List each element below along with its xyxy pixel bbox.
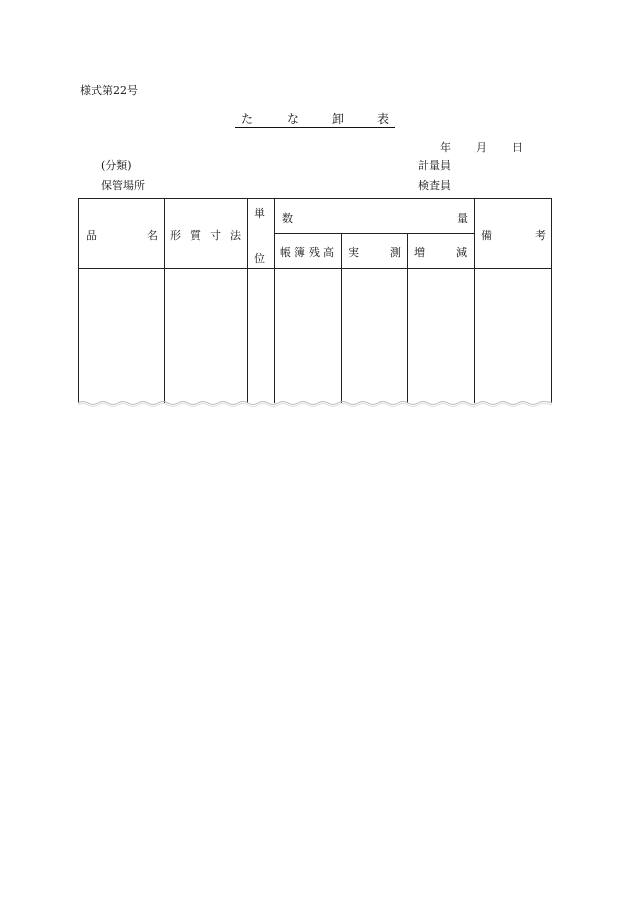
shape-quality-size-header-char: 寸 xyxy=(210,229,221,242)
column-divider xyxy=(274,198,275,403)
book-balance-header-char: 簿 xyxy=(294,246,305,259)
actual-measure-header-char: 実 xyxy=(348,246,359,259)
quantity-subheader-line xyxy=(274,233,474,234)
title-underline xyxy=(235,127,395,128)
quantity-header-char: 量 xyxy=(457,212,468,225)
meter-officer-label: 計量員 xyxy=(418,159,451,172)
table-right-border xyxy=(551,198,552,403)
document-title xyxy=(235,110,395,128)
title-char: た xyxy=(241,112,254,126)
item-name-header-char: 名 xyxy=(147,229,158,242)
title-char: 表 xyxy=(377,112,390,126)
form-number: 様式第22号 xyxy=(80,84,138,97)
date-year: 年 xyxy=(440,141,451,154)
shape-quality-size-header-char: 法 xyxy=(230,229,241,242)
date-day: 日 xyxy=(512,141,523,154)
column-divider xyxy=(341,233,342,403)
column-divider xyxy=(407,233,408,403)
column-divider xyxy=(247,198,248,403)
item-name-header-char: 品 xyxy=(86,229,97,242)
remarks-header-char: 備 xyxy=(481,229,492,242)
increase-decrease-header-char: 減 xyxy=(456,246,467,259)
quantity-header-char: 数 xyxy=(282,212,293,225)
table-torn-edge xyxy=(78,400,552,408)
shape-quality-size-header-char: 形 xyxy=(170,229,181,242)
storage-place-label: 保管場所 xyxy=(101,179,145,192)
unit-header-char: 単 xyxy=(254,207,265,220)
book-balance-header-char: 帳 xyxy=(280,246,291,259)
column-divider xyxy=(164,198,165,403)
book-balance-header-char: 残 xyxy=(309,246,320,259)
table-left-border xyxy=(78,198,79,403)
unit-header-char: 位 xyxy=(254,252,265,265)
inspector-label: 検査員 xyxy=(418,179,451,192)
header-bottom-line xyxy=(78,268,552,269)
column-divider xyxy=(474,198,475,403)
shape-quality-size-header-char: 質 xyxy=(190,229,201,242)
title-char: 卸 xyxy=(332,112,345,126)
increase-decrease-header-char: 増 xyxy=(414,246,425,259)
classification-label: (分類) xyxy=(101,159,132,172)
remarks-header-char: 考 xyxy=(535,229,546,242)
actual-measure-header-char: 測 xyxy=(390,246,401,259)
title-char: な xyxy=(287,112,300,126)
date-month: 月 xyxy=(476,141,487,154)
table-top-border xyxy=(78,198,552,199)
book-balance-header-char: 高 xyxy=(323,246,334,259)
